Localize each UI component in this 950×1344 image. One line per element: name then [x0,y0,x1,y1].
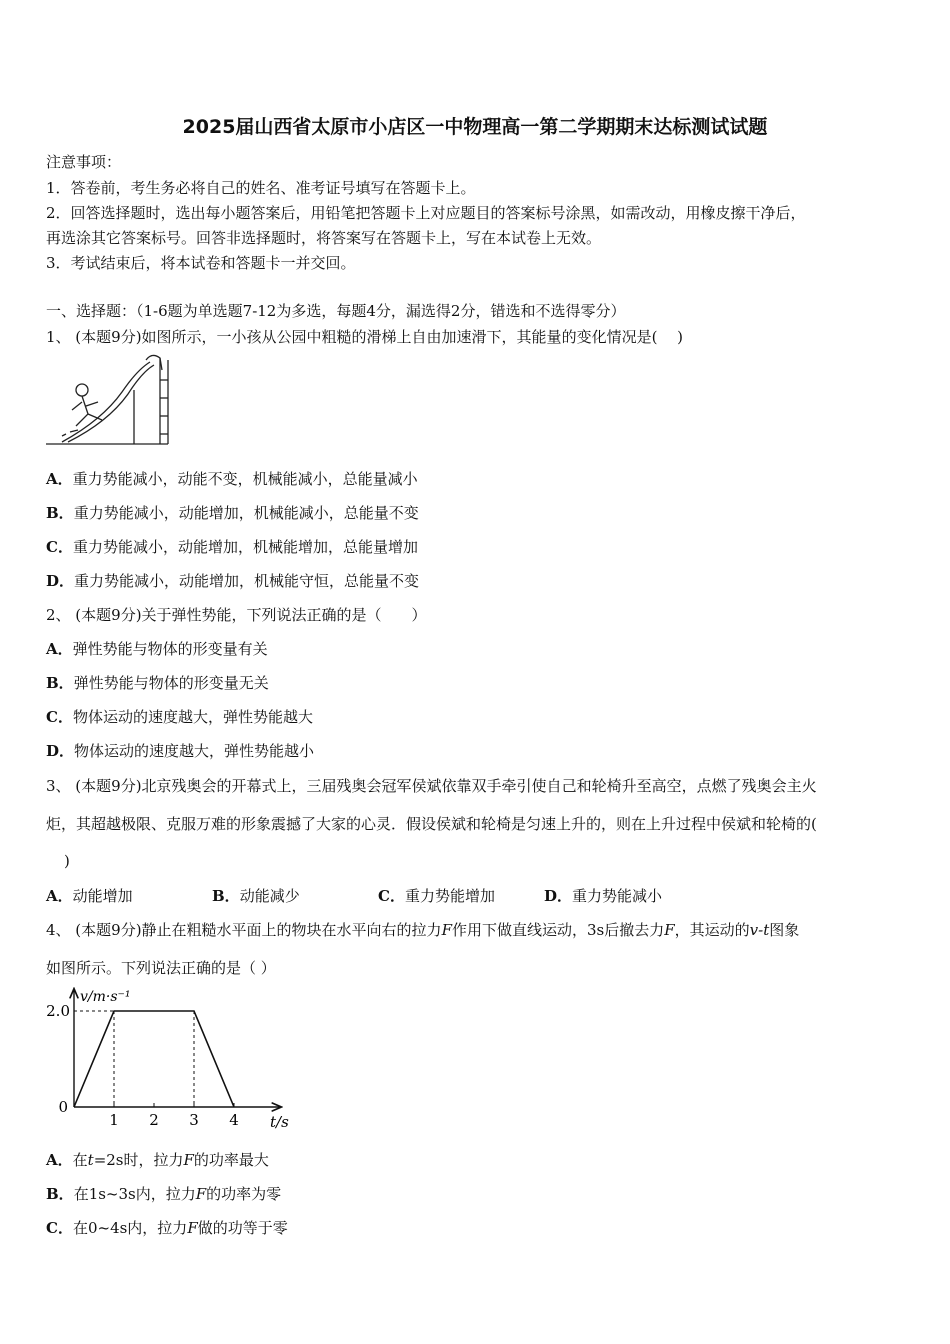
y-axis-label: v/m·s⁻¹ [80,989,131,1005]
vt-chart [40,985,300,1130]
child-body [72,396,102,426]
q4-option-c: C．在0~4s内，拉力F做的功等于零 [46,1219,288,1237]
q3-option-b: B． 动能减少 [212,887,300,905]
q2-option-b: B．弹性势能与物体的形变量无关 [46,674,269,692]
q2-option-a: A．弹性势能与物体的形变量有关 [46,640,268,658]
y-tick-label: 2.0 [46,1002,70,1020]
slide-illustration [42,350,172,455]
slide-surface [62,362,150,442]
q4-option-a: A．在t=2s时，拉力F的功率最大 [46,1151,269,1169]
notice-item-3: 3．考试结束后，将本试卷和答题卡一并交回。 [46,254,356,272]
x-tick-label: 2 [149,1111,159,1129]
question-3-stem-line2: 炬，其超越极限、克服万难的形象震撼了大家的心灵．假设侯斌和轮椅是匀速上升的，则在上升过程中侯斌和轮椅的( [46,815,817,833]
q1-option-b: B．重力势能减小，动能增加，机械能减小，总能量不变 [46,504,419,522]
origin-label: 0 [58,1098,68,1116]
child-head [76,384,88,396]
notice-heading: 注意事项： [46,153,122,171]
notice-item-2: 2．回答选择题时，选出每小题答案后，用铅笔把答题卡上对应题目的答案标号涂黑，如需改动，用橡皮擦干净后， [46,204,806,222]
q3-option-d: D． 重力势能减小 [544,887,663,905]
q1-option-a: A．重力势能减小，动能不变，机械能减小，总能量减小 [46,470,418,488]
q3-options-row [46,886,746,906]
series-line [74,1011,234,1107]
q3-option-a: A． 动能增加 [46,887,133,905]
q1-option-c: C．重力势能减小，动能增加，机械能增加，总能量增加 [46,538,418,556]
x-tick-label: 4 [229,1111,239,1129]
notice-item-1: 1．答卷前，考生务必将自己的姓名、准考证号填写在答题卡上。 [46,179,476,197]
q2-option-d: D．物体运动的速度越大，弹性势能越小 [46,742,315,760]
question-1-stem: 1、 (本题9分)如图所示，一小孩从公园中粗糙的滑梯上自由加速滑下，其能量的变化情况是( ) [46,328,684,346]
x-tick-label: 1 [109,1111,119,1129]
notice-item-2-cont: 再选涂其它答案标号。回答非选择题时，将答案写在答题卡上，写在本试卷上无效。 [46,229,602,247]
q1-option-d: D．重力势能减小，动能增加，机械能守恒，总能量不变 [46,572,420,590]
q3-option-c: C． 重力势能增加 [378,887,495,905]
question-3-stem-line1: 3、 (本题9分)北京残奥会的开幕式上，三届残奥会冠军侯斌依靠双手牵引使自己和轮椅升至高空，点燃了残奥会主火 [46,777,817,795]
question-4-stem-line1: 4、 (本题9分)静止在粗糙水平面上的物块在水平向右的拉力F作用下做直线运动，3s后撤去力F，其运动的v-t图象 [46,921,800,939]
q2-option-c: C．物体运动的速度越大，弹性势能越大 [46,708,313,726]
section-heading: 一、选择题：（1-6题为单选题7-12为多选，每题4分，漏选得2分，错选和不选得零分） [46,302,626,320]
question-3-stem-line3: ) [64,852,70,870]
x-tick-label: 3 [189,1111,199,1129]
page-title: 2025届山西省太原市小店区一中物理高一第二学期期末达标测试试题 [182,116,768,138]
q4-option-b: B．在1s~3s内，拉力F的功率为零 [46,1185,282,1203]
question-4-stem-line2: 如图所示。下列说法正确的是（ ） [46,959,276,977]
question-2-stem: 2、 (本题9分)关于弹性势能，下列说法正确的是（ ） [46,606,427,624]
x-axis-label: t/s [270,1113,289,1130]
